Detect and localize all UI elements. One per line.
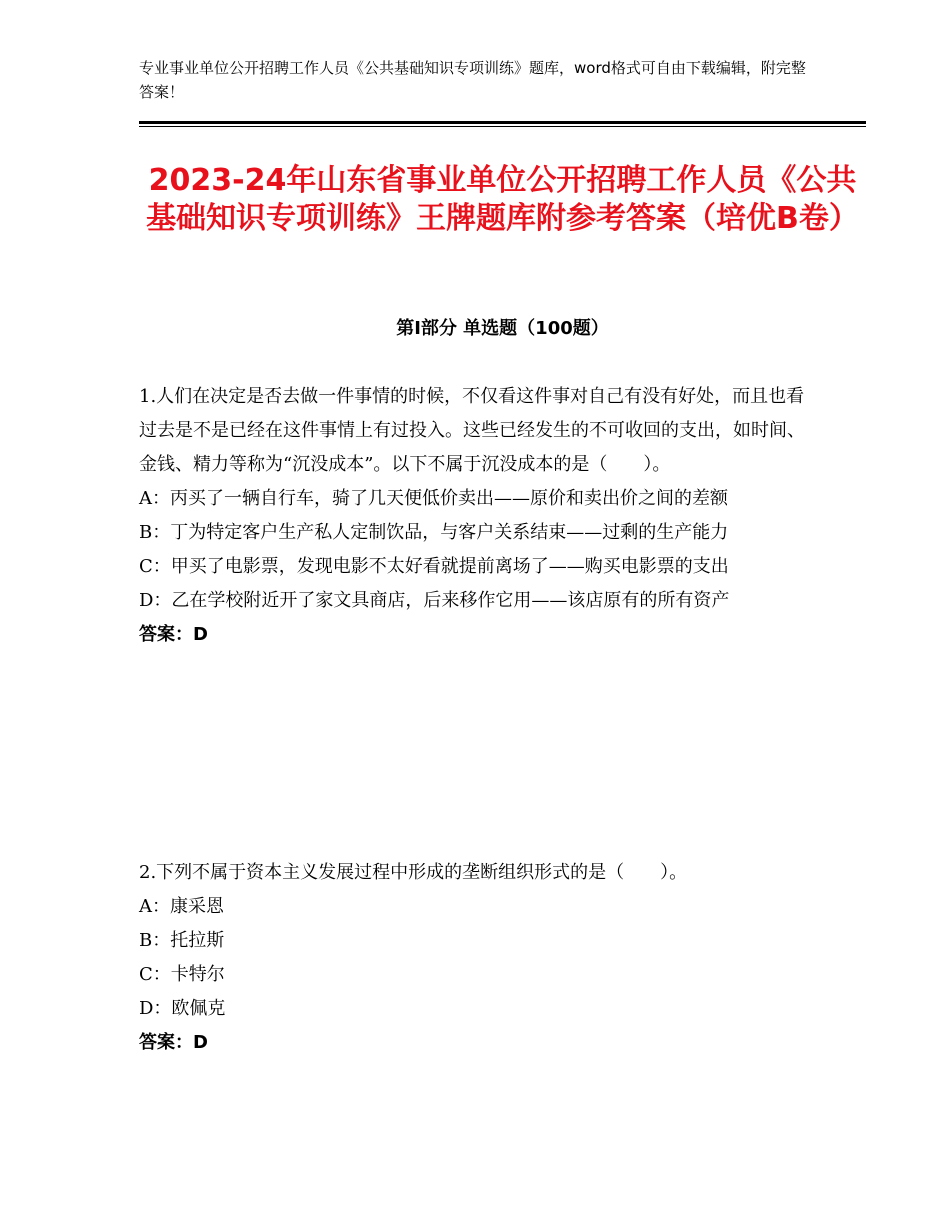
- question-1: [139, 380, 809, 652]
- header-rule-thick: [139, 121, 866, 124]
- option-c: C：卡特尔: [139, 964, 225, 985]
- section-title: 第Ⅰ部分 单选题（100题）: [396, 318, 609, 339]
- header-note: 专业事业单位公开招聘工作人员《公共基础知识专项训练》题库，word格式可自由下载编辑，附完整答案！: [139, 59, 806, 101]
- option-b: B：丁为特定客户生产私人定制饮品，与客户关系结束——过剩的生产能力: [139, 522, 729, 543]
- option-d: D：乙在学校附近开了家文具商店，后来移作它用——该店原有的所有资产: [139, 590, 730, 611]
- option-a: A：丙买了一辆自行车，骑了几天便低价卖出——原价和卖出价之间的差额: [139, 488, 728, 509]
- answer: 答案：D: [139, 1032, 208, 1053]
- header-rule-thin: [139, 126, 866, 127]
- question-stem: 1.人们在决定是否去做一件事情的时候，不仅看这件事对自己有没有好处，而且也看过去是不是已经在这件事情上有过投入。这些已经发生的不可收回的支出，如时间、金钱、精力等称为“沉没成本”。以下不属于沉没成本的是（ ）。: [139, 386, 805, 475]
- answer: 答案：D: [139, 624, 208, 645]
- question-stem: 2.下列不属于资本主义发展过程中形成的垄断组织形式的是（ ）。: [139, 862, 688, 883]
- option-a: A：康采恩: [139, 896, 224, 917]
- option-d: D：欧佩克: [139, 998, 226, 1019]
- option-b: B：托拉斯: [139, 930, 225, 951]
- option-c: C：甲买了电影票，发现电影不太好看就提前离场了——购买电影票的支出: [139, 556, 729, 577]
- document-title: 2023-24年山东省事业单位公开招聘工作人员《公共基础知识专项训练》王牌题库附参考答案（培优B卷）: [146, 163, 859, 236]
- question-2: [139, 856, 809, 1060]
